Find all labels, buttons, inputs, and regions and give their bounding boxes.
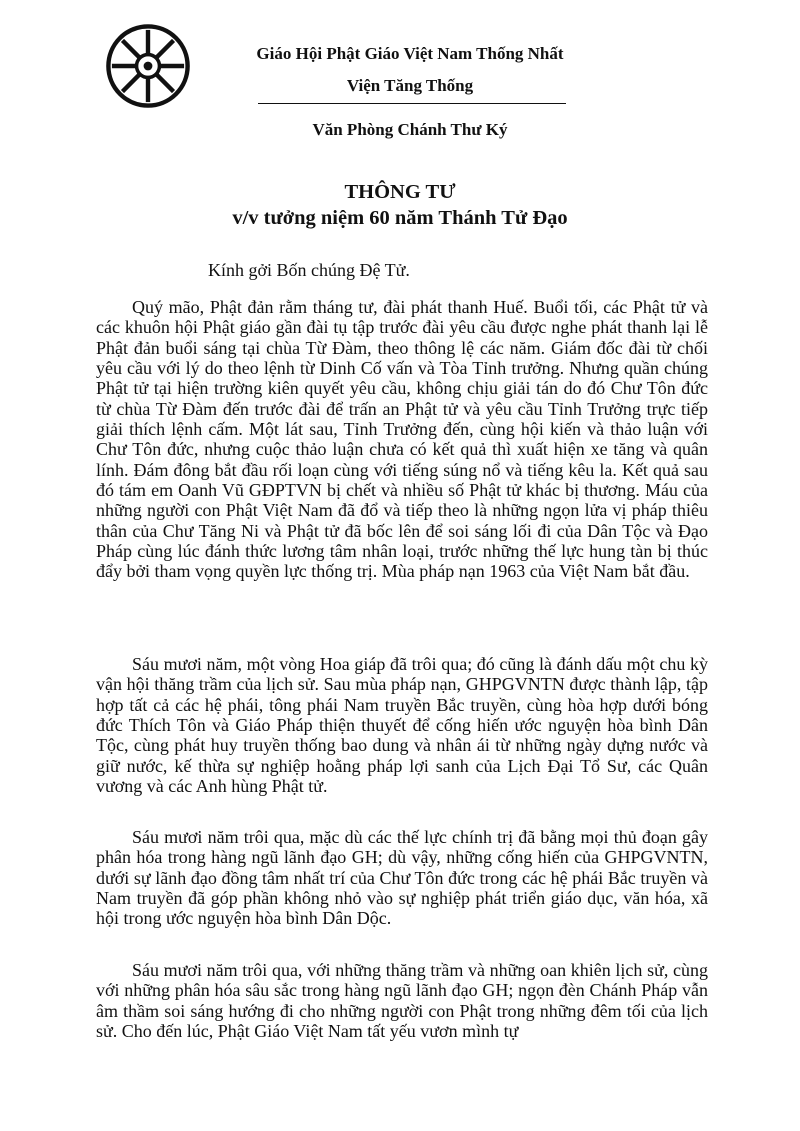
institute-name: Viện Tăng Thống [346, 76, 474, 95]
organization-name: Giáo Hội Phật Giáo Việt Nam Thống Nhất [256, 44, 564, 63]
document-title: THÔNG TƯ [344, 181, 456, 203]
salutation: Kính gởi Bốn chúng Đệ Tử. [208, 260, 410, 280]
body-paragraph: Sáu mươi năm trôi qua, mặc dù các thế lực chính trị đã bằng mọi thủ đoạn gây phân hóa trong hàng ngũ lãnh đạo GH; dù vậy, những cống hiến của GHPGVNTN, dưới sự lãnh đạo đồng tâm nhất trí của Chư Tôn đức trong các hệ phái Bắc truyền và Nam truyền đã góp phần không nhỏ vào sự nghiệp phát triển giáo dục, văn hóa, xã hội trong ước nguyện hòa bình Dân Dộc. [96, 827, 708, 929]
document-subtitle: v/v tưởng niệm 60 năm Thánh Tử Đạo [232, 207, 568, 229]
body-paragraph: Sáu mươi năm, một vòng Hoa giáp đã trôi qua; đó cũng là đánh dấu một chu kỳ vận hội thăng trầm của lịch sử. Sau mùa pháp nạn, GHPGVNTN được thành lập, tập hợp tất cả các hệ phái, tông phái Nam truyền Bắc truyền, cùng hòa hợp dưới bóng đức Thích Tôn và Giáo Pháp thiện thuyết để cống hiến ước nguyện hòa bình Dân Tộc, cùng phát huy truyền thống bao dung và nhân ái từ những ngày dựng nước và giữ nước, kế thừa sự nghiệp hoằng pháp lợi sanh của Lịch Đại Tổ Sư, các Quân vương và các Anh hùng Phật tử. [96, 654, 708, 797]
dharma-wheel-icon [104, 22, 192, 110]
office-name: Văn Phòng Chánh Thư Ký [312, 120, 508, 139]
header-divider [258, 103, 566, 104]
body-paragraph: Quý mão, Phật đản rằm tháng tư, đài phát thanh Huế. Buổi tối, các Phật tử và các khuôn hội Phật giáo gần đài tụ tập trước đài yêu cầu được nghe phát thanh lại lễ Phật đản buổi sáng tại chùa Từ Đàm, theo thông lệ các năm. Giám đốc đài từ chối yêu cầu với lý do theo lệnh từ Dinh Cố vấn và Tòa Tỉnh trưởng. Nhưng quần chúng Phật tử tại hiện trường kiên quyết yêu cầu, không chịu giải tán do đó Chư Tôn đức từ chùa Từ Đàm đến trước đài để trấn an Phật tử và yêu cầu Tỉnh Trưởng trực tiếp giải thích lệnh cấm. Một lát sau, Tỉnh Trưởng đến, cùng hội kiến và thảo luận với Chư Tôn đức, nhưng cuộc thảo luận chưa có kết quả thì xuất hiện xe tăng và quân lính. Đám đông bắt đầu rối loạn cùng với tiếng súng nổ và tiếng kêu la. Kết quả sau đó tám em Oanh Vũ GĐPTVN bị chết và nhiều số Phật tử khác bị thương. Máu của những người con Phật Việt Nam đã đổ và tiếp theo là những ngọn lửa vị pháp thiêu thân của Chư Tăng Ni và Phật tử đã bốc lên để soi sáng lối đi của Dân Tộc và Đạo Pháp cùng lúc đánh thức lương tâm nhân loại, trước những thế lực hung tàn bị thúc đẩy bởi tham vọng quyền lực thống trị. Mùa pháp nạn 1963 của Việt Nam bắt đầu. [96, 297, 708, 582]
body-paragraph: Sáu mươi năm trôi qua, với những thăng trầm và những oan khiên lịch sử, cùng với những phân hóa sâu sắc trong hàng ngũ lãnh đạo GH; ngọn đèn Chánh Pháp vẫn âm thầm soi sáng hướng đi cho những người con Phật trong những đêm tối của lịch sử. Cho đến lúc, Phật Giáo Việt Nam tất yếu vươn mình tự [96, 960, 708, 1042]
